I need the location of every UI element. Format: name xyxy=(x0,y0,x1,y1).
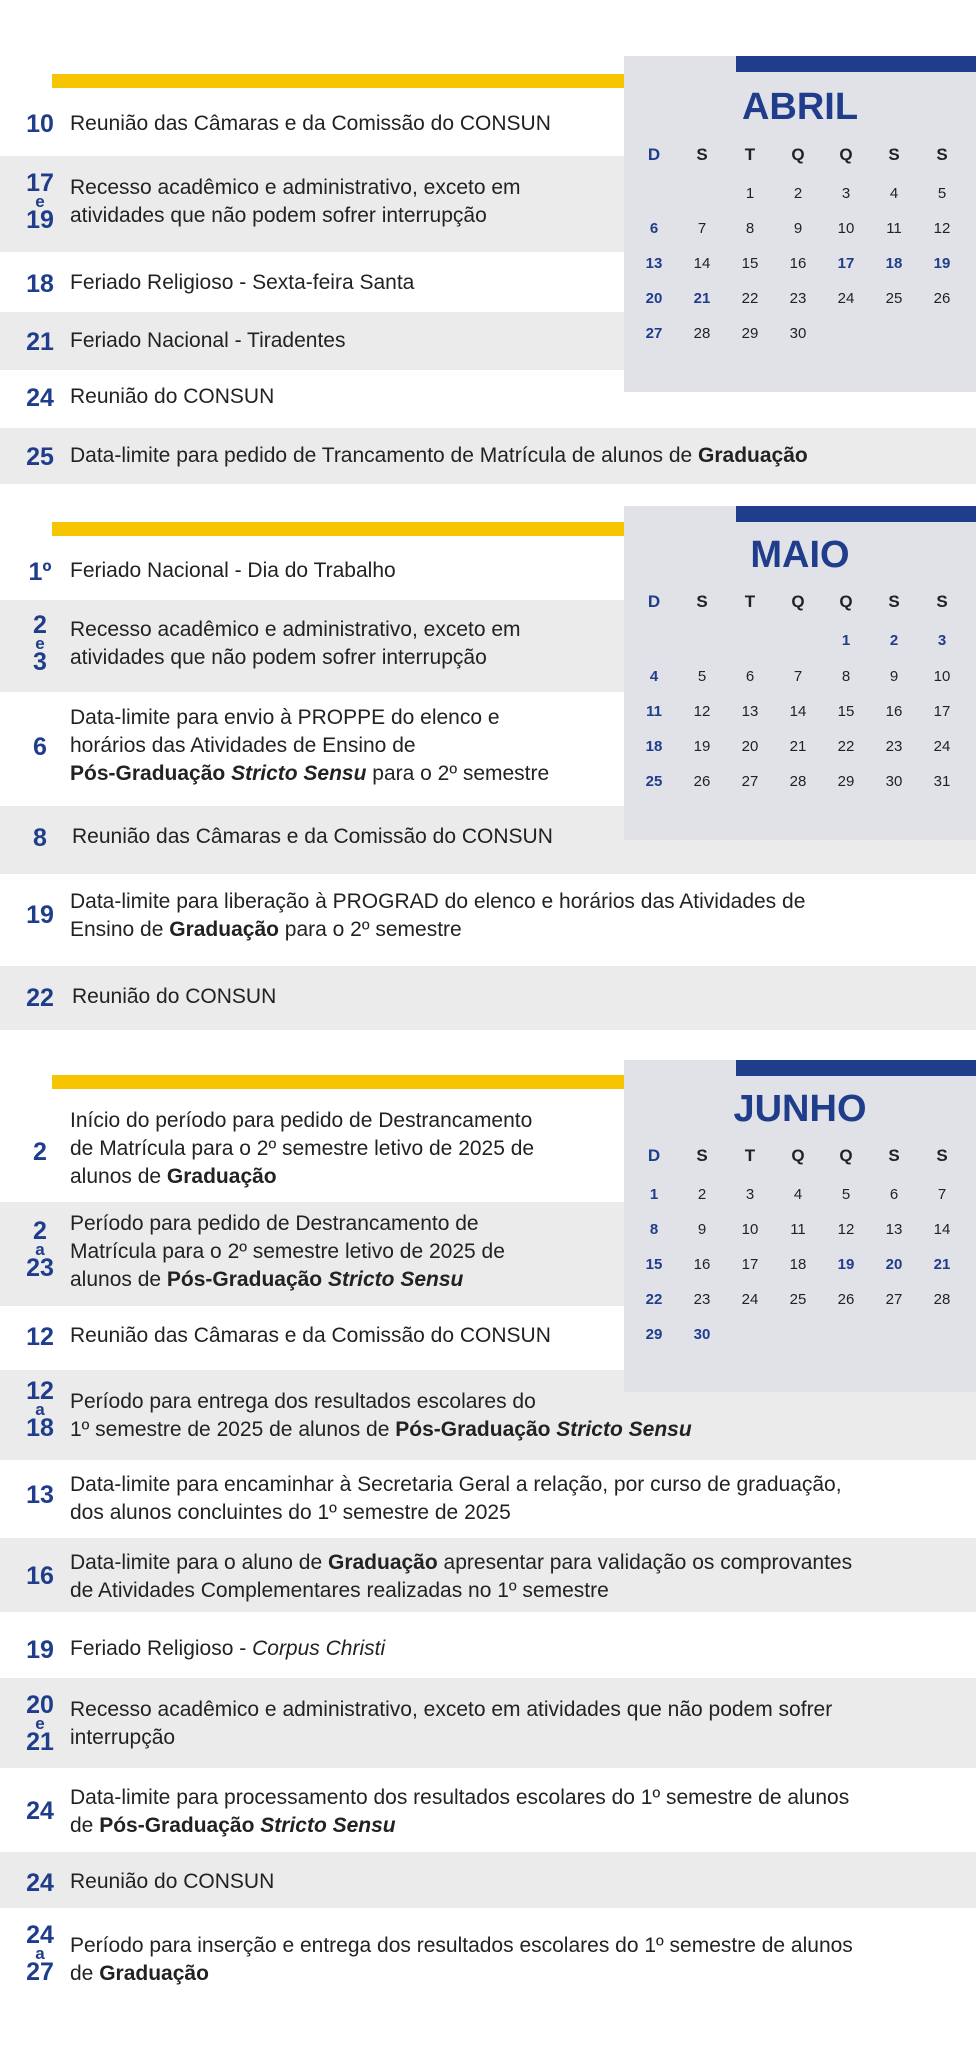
calendar-day: 20 xyxy=(741,738,759,755)
calendar-week-row xyxy=(624,322,976,346)
calendar-month-title: JUNHO xyxy=(733,1088,867,1130)
weekday-label: S xyxy=(936,145,948,164)
event-text-line: de Graduação xyxy=(70,1962,209,1985)
event-text-line: Data-limite para envio à PROPPE do elenco e xyxy=(70,706,500,729)
weekday-label: Q xyxy=(791,592,805,611)
event-text xyxy=(70,1471,842,1527)
calendar-day: 12 xyxy=(933,220,951,237)
calendar-day: 15 xyxy=(837,703,855,720)
calendar-day: 14 xyxy=(789,703,807,720)
event-text-line: Recesso acadêmico e administrativo, exceto em atividades que não podem sofrer xyxy=(70,1698,833,1721)
calendar-day: 22 xyxy=(837,738,855,755)
calendar-day-highlighted: 18 xyxy=(885,255,903,272)
calendar-day: 28 xyxy=(789,773,807,790)
yellow-accent-bar xyxy=(52,522,672,536)
calendar-day-highlighted: 30 xyxy=(693,1326,711,1343)
calendar-day: 16 xyxy=(885,703,903,720)
calendar-day-highlighted: 27 xyxy=(645,325,663,342)
weekday-label: Q xyxy=(839,592,853,611)
calendar-day: 1 xyxy=(745,185,755,202)
calendar-day: 12 xyxy=(837,1221,855,1238)
calendar-day: 8 xyxy=(745,220,755,237)
event-text-line: Período para pedido de Destrancamento de xyxy=(70,1212,479,1235)
event-date: 19 xyxy=(26,1636,54,1664)
event-text xyxy=(70,1388,692,1444)
event-date-end: 21 xyxy=(26,1728,54,1756)
calendar-day: 9 xyxy=(697,1221,707,1238)
event-text-line: horários das Atividades de Ensino de xyxy=(70,734,416,757)
calendar-week-row xyxy=(624,287,976,311)
calendar-day: 25 xyxy=(789,1291,807,1308)
event-date-connector: e xyxy=(35,634,45,653)
event-date-start: 24 xyxy=(26,1921,54,1949)
calendar-weekday-row xyxy=(624,1144,976,1168)
calendar-day: 11 xyxy=(790,1221,806,1238)
weekday-label: D xyxy=(647,145,661,164)
event-date-start: 12 xyxy=(26,1377,54,1405)
calendar-day: 2 xyxy=(697,1186,707,1203)
weekday-label: S xyxy=(888,1146,900,1165)
calendar-day-highlighted: 19 xyxy=(837,1256,855,1273)
calendar-day-highlighted: 20 xyxy=(645,290,663,307)
calendar-day: 13 xyxy=(741,703,759,720)
event-date-range xyxy=(0,1922,80,1985)
weekday-label: S xyxy=(696,592,708,611)
yellow-accent-bar xyxy=(52,74,672,88)
event-date: 24 xyxy=(26,1869,54,1897)
event-text-line: de Atividades Complementares realizadas no 1º semestre xyxy=(70,1579,609,1602)
event-text: Feriado Nacional - Tiradentes xyxy=(70,329,346,352)
calendar-day: 19 xyxy=(693,738,711,755)
calendar-day: 8 xyxy=(841,668,851,685)
calendar-week-row xyxy=(624,1323,976,1347)
event-text: Feriado Nacional - Dia do Trabalho xyxy=(70,559,396,582)
event-text-line: atividades que não podem sofrer interrupção xyxy=(70,646,487,669)
event-date: 8 xyxy=(33,824,47,852)
event-date-connector: a xyxy=(35,1944,45,1963)
event-text-line: Pós-Graduação Stricto Sensu para o 2º semestre xyxy=(70,762,550,785)
event-text-line: alunos de Graduação xyxy=(70,1165,277,1188)
calendar-day: 10 xyxy=(741,1221,759,1238)
calendar-week-row xyxy=(624,1288,976,1312)
calendar-day: 16 xyxy=(693,1256,711,1273)
event-date: 19 xyxy=(26,901,54,929)
event-date-end: 19 xyxy=(26,206,54,234)
calendar-day-highlighted: 18 xyxy=(645,738,663,755)
event-text xyxy=(70,1784,849,1840)
event-text-line: alunos de Pós-Graduação Stricto Sensu xyxy=(70,1268,464,1291)
calendar-day-highlighted: 21 xyxy=(693,290,711,307)
event-text: Feriado Religioso - Sexta-feira Santa xyxy=(70,271,415,294)
calendar-day: 31 xyxy=(933,773,951,790)
calendar-day-highlighted: 19 xyxy=(933,255,951,272)
event-date-end: 23 xyxy=(26,1254,54,1282)
calendar-day-highlighted: 11 xyxy=(646,703,662,720)
calendar-day: 30 xyxy=(789,325,807,342)
calendar-week-row xyxy=(624,1183,976,1207)
event-text-line: dos alunos concluintes do 1º semestre de 2025 xyxy=(70,1501,511,1524)
calendar-day-highlighted: 1 xyxy=(649,1186,659,1203)
calendar-maio xyxy=(624,506,976,840)
calendar-header-bar xyxy=(736,506,976,522)
calendar-day: 26 xyxy=(933,290,951,307)
calendar-day: 10 xyxy=(837,220,855,237)
weekday-label: D xyxy=(647,592,661,611)
event-text: Reunião do CONSUN xyxy=(72,985,277,1008)
event-date-range xyxy=(0,1218,80,1281)
weekday-label: Q xyxy=(791,145,805,164)
event-date: 13 xyxy=(26,1481,54,1509)
event-text: Feriado Religioso - Corpus Christi xyxy=(70,1637,386,1660)
calendar-day: 11 xyxy=(886,220,902,237)
event-date: 12 xyxy=(26,1323,54,1351)
event-text-line: de Matrícula para o 2º semestre letivo de 2025 de xyxy=(70,1137,535,1160)
calendar-day: 2 xyxy=(793,185,803,202)
calendar-day: 28 xyxy=(933,1291,951,1308)
event-text-line: Ensino de Graduação para o 2º semestre xyxy=(70,918,462,941)
event-text xyxy=(70,888,805,944)
calendar-day: 7 xyxy=(793,668,803,685)
yellow-accent-bar xyxy=(52,1075,672,1089)
calendar-month-title: ABRIL xyxy=(741,86,859,128)
calendar-day: 14 xyxy=(933,1221,951,1238)
calendar-day: 7 xyxy=(937,1186,947,1203)
calendar-header-bar xyxy=(736,1060,976,1076)
calendar-day: 5 xyxy=(937,185,947,202)
event-date: 1º xyxy=(28,558,52,586)
calendar-day: 23 xyxy=(789,290,807,307)
calendar-day: 6 xyxy=(745,668,755,685)
calendar-week-row xyxy=(624,700,976,724)
event-text xyxy=(70,1107,534,1191)
calendar-day: 13 xyxy=(885,1221,903,1238)
weekday-label: T xyxy=(744,145,756,164)
calendar-day-highlighted: 25 xyxy=(645,773,663,790)
calendar-week-row xyxy=(624,182,976,206)
calendar-day: 23 xyxy=(693,1291,711,1308)
event-text: Reunião das Câmaras e da Comissão do CONSUN xyxy=(70,112,551,135)
calendar-day-highlighted: 4 xyxy=(649,668,659,685)
calendar-weekday-row xyxy=(624,143,976,167)
calendar-month-title: MAIO xyxy=(750,534,850,576)
calendar-day: 14 xyxy=(693,255,711,272)
calendar-day-highlighted: 1 xyxy=(841,632,851,649)
event-text-line: Período para inserção e entrega dos resultados escolares do 1º semestre de alunos xyxy=(70,1934,853,1957)
weekday-label: Q xyxy=(839,1146,853,1165)
event-date: 18 xyxy=(26,270,54,298)
weekday-label: S xyxy=(696,1146,708,1165)
event-text: Reunião das Câmaras e da Comissão do CONSUN xyxy=(70,1324,551,1347)
event-text xyxy=(70,1696,832,1752)
calendar-day-highlighted: 17 xyxy=(837,255,855,272)
calendar-day: 18 xyxy=(789,1256,807,1273)
calendar-day: 3 xyxy=(745,1186,755,1203)
calendar-day-highlighted: 15 xyxy=(645,1256,663,1273)
calendar-day: 27 xyxy=(885,1291,903,1308)
event-date: 6 xyxy=(33,733,47,761)
event-text-line: de Pós-Graduação Stricto Sensu xyxy=(70,1814,396,1837)
calendar-weekday-row xyxy=(624,590,976,614)
calendar-day: 26 xyxy=(837,1291,855,1308)
event-text xyxy=(70,1210,505,1294)
event-text-line: 1º semestre de 2025 de alunos de Pós-Graduação Stricto Sensu xyxy=(70,1418,692,1441)
event-text-line: Início do período para pedido de Destrancamento xyxy=(70,1109,533,1132)
calendar-week-row xyxy=(624,629,976,653)
event-date-start: 17 xyxy=(26,169,54,197)
calendar-week-row xyxy=(624,1218,976,1242)
calendar-day: 27 xyxy=(741,773,759,790)
calendar-week-row xyxy=(624,252,976,276)
event-text-line: Data-limite para processamento dos resultados escolares do 1º semestre de alunos xyxy=(70,1786,850,1809)
calendar-day-highlighted: 3 xyxy=(937,632,947,649)
calendar-junho xyxy=(624,1060,976,1392)
event-date-connector: a xyxy=(35,1400,45,1419)
weekday-label: Q xyxy=(839,145,853,164)
calendar-day: 15 xyxy=(741,255,759,272)
event-text-line: Data-limite para o aluno de Graduação apresentar para validação os comprovantes xyxy=(70,1551,853,1574)
calendar-day: 9 xyxy=(889,668,899,685)
calendar-day: 7 xyxy=(697,220,707,237)
calendar-day: 29 xyxy=(741,325,759,342)
event-date-range xyxy=(0,612,80,675)
event-date-end: 18 xyxy=(26,1414,54,1442)
calendar-day: 9 xyxy=(793,220,803,237)
event-date: 24 xyxy=(26,384,54,412)
calendar-day-highlighted: 21 xyxy=(933,1256,951,1273)
calendar-day: 5 xyxy=(697,668,707,685)
weekday-label: S xyxy=(936,592,948,611)
calendar-week-row xyxy=(624,770,976,794)
event-date-start: 20 xyxy=(26,1691,54,1719)
event-text xyxy=(70,704,549,788)
weekday-label: Q xyxy=(791,1146,805,1165)
event-date: 25 xyxy=(26,443,54,471)
calendar-day: 23 xyxy=(885,738,903,755)
event-text xyxy=(70,1932,853,1988)
calendar-day: 22 xyxy=(741,290,759,307)
event-text: Reunião das Câmaras e da Comissão do CONSUN xyxy=(72,825,553,848)
event-text-line: Data-limite para liberação à PROGRAD do elenco e horários das Atividades de xyxy=(70,890,806,913)
calendar-day: 12 xyxy=(693,703,711,720)
event-date-connector: e xyxy=(35,192,45,211)
event-text-line: Recesso acadêmico e administrativo, exceto em xyxy=(70,618,521,641)
event-text-line: Período para entrega dos resultados escolares do xyxy=(70,1390,536,1413)
weekday-label: D xyxy=(647,1146,661,1165)
calendar-day-highlighted: 6 xyxy=(649,220,659,237)
event-text-line: Matrícula para o 2º semestre letivo de 2025 de xyxy=(70,1240,505,1263)
event-text-line: Recesso acadêmico e administrativo, exceto em xyxy=(70,176,521,199)
event-date: 24 xyxy=(26,1797,54,1825)
event-date: 22 xyxy=(26,984,54,1012)
event-date: 16 xyxy=(26,1562,54,1590)
calendar-day: 21 xyxy=(789,738,807,755)
calendar-day-highlighted: 20 xyxy=(885,1256,903,1273)
event-text-line: atividades que não podem sofrer interrupção xyxy=(70,204,487,227)
calendar-day: 29 xyxy=(837,773,855,790)
weekday-label: S xyxy=(888,592,900,611)
calendar-day: 30 xyxy=(885,773,903,790)
calendar-day: 17 xyxy=(933,703,951,720)
calendar-day-highlighted: 13 xyxy=(645,255,663,272)
calendar-day: 6 xyxy=(889,1186,899,1203)
event-text: Reunião do CONSUN xyxy=(70,385,275,408)
event-date-end: 3 xyxy=(33,648,47,676)
event-date: 2 xyxy=(33,1138,47,1166)
event-date-connector: a xyxy=(35,1240,45,1259)
calendar-day: 28 xyxy=(693,325,711,342)
event-date: 21 xyxy=(26,328,54,356)
event-date-start: 2 xyxy=(33,611,47,639)
calendar-day: 3 xyxy=(841,185,851,202)
calendar-day: 16 xyxy=(789,255,807,272)
event-date: 10 xyxy=(26,110,54,138)
calendar-day-highlighted: 8 xyxy=(649,1221,659,1238)
calendar-day: 4 xyxy=(889,185,899,202)
event-date-start: 2 xyxy=(33,1217,47,1245)
weekday-label: S xyxy=(696,145,708,164)
calendar-week-row xyxy=(624,1253,976,1277)
event-text: Data-limite para pedido de Trancamento de Matrícula de alunos de Graduação xyxy=(70,444,808,467)
calendar-day-highlighted: 2 xyxy=(889,632,899,649)
calendar-day: 26 xyxy=(693,773,711,790)
calendar-day: 17 xyxy=(741,1256,759,1273)
calendar-week-row xyxy=(624,665,976,689)
event-text-line: interrupção xyxy=(70,1726,176,1749)
event-text xyxy=(70,174,521,230)
calendar-day: 24 xyxy=(933,738,951,755)
calendar-abril xyxy=(624,56,976,392)
weekday-label: S xyxy=(936,1146,948,1165)
calendar-day-highlighted: 22 xyxy=(645,1291,663,1308)
calendar-day: 5 xyxy=(841,1186,851,1203)
weekday-label: T xyxy=(744,1146,756,1165)
weekday-label: T xyxy=(744,592,756,611)
calendar-day-highlighted: 29 xyxy=(645,1326,663,1343)
calendar-day: 10 xyxy=(933,668,951,685)
calendar-day: 24 xyxy=(837,290,855,307)
event-date-end: 27 xyxy=(26,1958,54,1986)
event-text xyxy=(70,1549,852,1605)
event-text-line: Data-limite para encaminhar à Secretaria Geral a relação, por curso de graduação, xyxy=(70,1473,842,1496)
calendar-day: 24 xyxy=(741,1291,759,1308)
event-date-range xyxy=(0,1378,80,1441)
calendar-day: 25 xyxy=(885,290,903,307)
event-date-range xyxy=(0,1692,80,1755)
calendar-week-row xyxy=(624,217,976,241)
event-date-range xyxy=(0,170,80,233)
event-date-connector: e xyxy=(35,1714,45,1733)
weekday-label: S xyxy=(888,145,900,164)
calendar-header-bar xyxy=(736,56,976,72)
calendar-week-row xyxy=(624,735,976,759)
event-text: Reunião do CONSUN xyxy=(70,1870,275,1893)
calendar-day: 4 xyxy=(793,1186,803,1203)
event-text xyxy=(70,616,521,672)
